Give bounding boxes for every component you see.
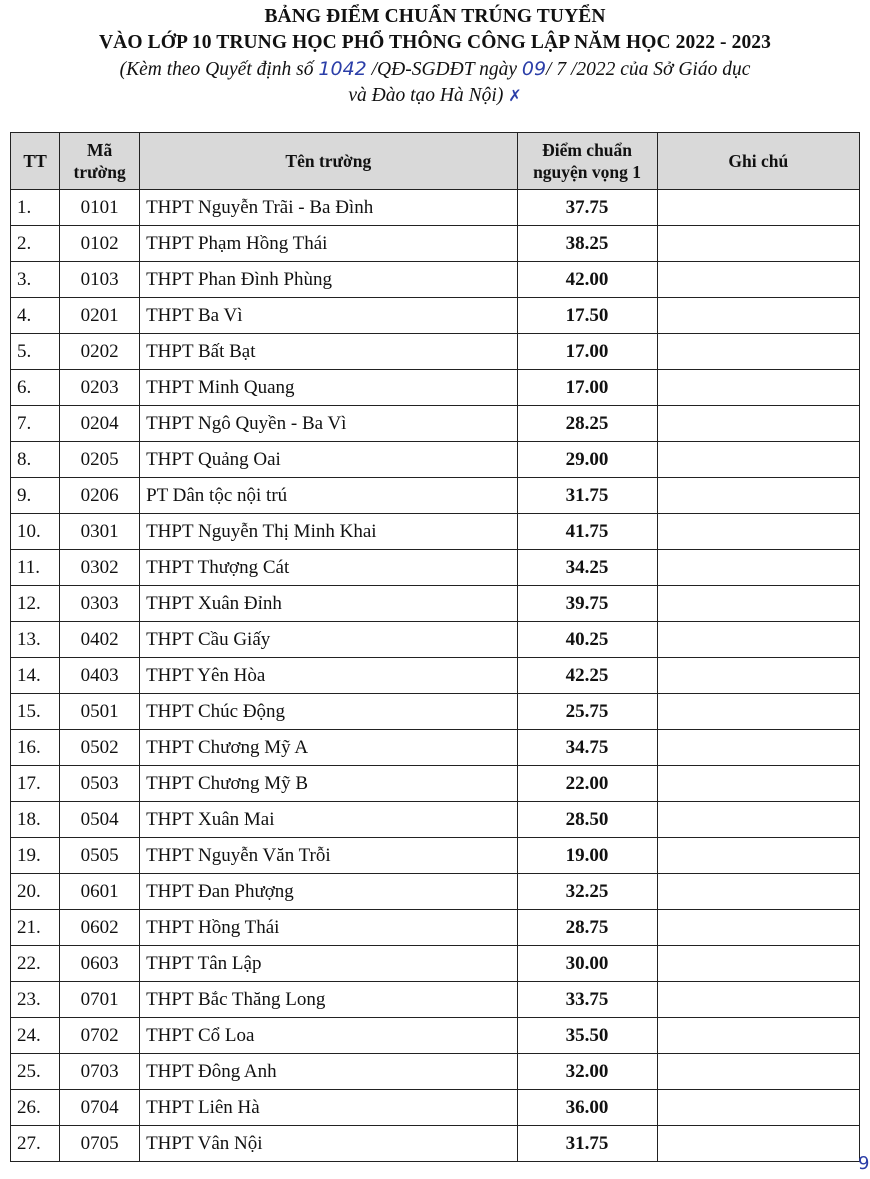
school-name: THPT Quảng Oai bbox=[140, 442, 517, 478]
school-code: 0602 bbox=[60, 910, 140, 946]
note-cell bbox=[657, 298, 859, 334]
note-cell bbox=[657, 802, 859, 838]
note-cell bbox=[657, 910, 859, 946]
score-value: 34.25 bbox=[517, 550, 657, 586]
school-name: THPT Thượng Cát bbox=[140, 550, 517, 586]
table-row bbox=[11, 334, 860, 370]
check-mark-icon: ✗ bbox=[508, 86, 522, 105]
school-name: THPT Xuân Mai bbox=[140, 802, 517, 838]
school-code: 0102 bbox=[60, 226, 140, 262]
table-row bbox=[11, 514, 860, 550]
handwritten-decision-number: 1042 bbox=[318, 58, 367, 80]
school-name: THPT Nguyễn Văn Trỗi bbox=[140, 838, 517, 874]
note-cell bbox=[657, 370, 859, 406]
row-number: 9. bbox=[11, 478, 60, 514]
row-number: 1. bbox=[11, 190, 60, 226]
score-value: 42.25 bbox=[517, 658, 657, 694]
score-value: 28.25 bbox=[517, 406, 657, 442]
admission-scores-table bbox=[10, 132, 860, 1162]
school-name: THPT Nguyễn Trãi - Ba Đình bbox=[140, 190, 517, 226]
row-number: 16. bbox=[11, 730, 60, 766]
school-name: THPT Vân Nội bbox=[140, 1126, 517, 1162]
school-name: THPT Đông Anh bbox=[140, 1054, 517, 1090]
table-row bbox=[11, 298, 860, 334]
note-cell bbox=[657, 1126, 859, 1162]
score-value: 32.00 bbox=[517, 1054, 657, 1090]
row-number: 10. bbox=[11, 514, 60, 550]
school-code: 0505 bbox=[60, 838, 140, 874]
table-row bbox=[11, 442, 860, 478]
school-code: 0201 bbox=[60, 298, 140, 334]
note-cell bbox=[657, 694, 859, 730]
school-name: THPT Cầu Giấy bbox=[140, 622, 517, 658]
row-number: 14. bbox=[11, 658, 60, 694]
row-number: 6. bbox=[11, 370, 60, 406]
table-row bbox=[11, 1090, 860, 1126]
note-mid-2: / 7 /2022 của Sở Giáo dục bbox=[546, 59, 751, 80]
school-name: THPT Phạm Hồng Thái bbox=[140, 226, 517, 262]
note-mid-1: /QĐ-SGDĐT ngày bbox=[371, 59, 517, 80]
score-value: 30.00 bbox=[517, 946, 657, 982]
school-name: THPT Đan Phượng bbox=[140, 874, 517, 910]
table-row bbox=[11, 1054, 860, 1090]
school-code: 0303 bbox=[60, 586, 140, 622]
school-name: THPT Ngô Quyền - Ba Vì bbox=[140, 406, 517, 442]
table-row bbox=[11, 622, 860, 658]
row-number: 17. bbox=[11, 766, 60, 802]
school-name: THPT Xuân Đỉnh bbox=[140, 586, 517, 622]
school-code: 0704 bbox=[60, 1090, 140, 1126]
school-name: THPT Yên Hòa bbox=[140, 658, 517, 694]
row-number: 8. bbox=[11, 442, 60, 478]
school-name: THPT Chương Mỹ A bbox=[140, 730, 517, 766]
row-number: 26. bbox=[11, 1090, 60, 1126]
header-school-name: Tên trường bbox=[140, 133, 517, 190]
table-row bbox=[11, 766, 860, 802]
row-number: 27. bbox=[11, 1126, 60, 1162]
school-name: THPT Nguyễn Thị Minh Khai bbox=[140, 514, 517, 550]
score-value: 17.50 bbox=[517, 298, 657, 334]
note-cell bbox=[657, 586, 859, 622]
school-name: THPT Bắc Thăng Long bbox=[140, 982, 517, 1018]
row-number: 5. bbox=[11, 334, 60, 370]
school-code: 0701 bbox=[60, 982, 140, 1018]
score-value: 40.25 bbox=[517, 622, 657, 658]
school-code: 0702 bbox=[60, 1018, 140, 1054]
note-cell bbox=[657, 334, 859, 370]
score-value: 25.75 bbox=[517, 694, 657, 730]
table-row bbox=[11, 550, 860, 586]
score-value: 31.75 bbox=[517, 1126, 657, 1162]
title-line-1: BẢNG ĐIỂM CHUẨN TRÚNG TUYỂN bbox=[264, 6, 606, 27]
school-name: THPT Phan Đình Phùng bbox=[140, 262, 517, 298]
school-code: 0302 bbox=[60, 550, 140, 586]
note-cell bbox=[657, 190, 859, 226]
table-row bbox=[11, 226, 860, 262]
row-number: 4. bbox=[11, 298, 60, 334]
header-score: Điểm chuẩn nguyện vọng 1 bbox=[517, 133, 657, 190]
score-value: 29.00 bbox=[517, 442, 657, 478]
note-cell bbox=[657, 766, 859, 802]
row-number: 15. bbox=[11, 694, 60, 730]
header-note: Ghi chú bbox=[657, 133, 859, 190]
row-number: 7. bbox=[11, 406, 60, 442]
school-code: 0206 bbox=[60, 478, 140, 514]
school-name: THPT Chúc Động bbox=[140, 694, 517, 730]
school-code: 0203 bbox=[60, 370, 140, 406]
table-row bbox=[11, 946, 860, 982]
score-value: 34.75 bbox=[517, 730, 657, 766]
row-number: 11. bbox=[11, 550, 60, 586]
note-cell bbox=[657, 838, 859, 874]
table-body bbox=[11, 190, 860, 1162]
school-code: 0301 bbox=[60, 514, 140, 550]
note-prefix: (Kèm theo Quyết định số bbox=[119, 59, 314, 80]
table-row bbox=[11, 586, 860, 622]
document-header bbox=[0, 4, 870, 109]
table-header-row bbox=[11, 133, 860, 190]
note-cell bbox=[657, 550, 859, 586]
note-cell bbox=[657, 1054, 859, 1090]
note-line-2: và Đào tạo Hà Nội) bbox=[348, 85, 504, 106]
school-code: 0103 bbox=[60, 262, 140, 298]
row-number: 25. bbox=[11, 1054, 60, 1090]
score-value: 28.75 bbox=[517, 910, 657, 946]
school-code: 0503 bbox=[60, 766, 140, 802]
school-name: PT Dân tộc nội trú bbox=[140, 478, 517, 514]
note-cell bbox=[657, 622, 859, 658]
header-school-code: Mã trường bbox=[60, 133, 140, 190]
row-number: 19. bbox=[11, 838, 60, 874]
decision-note-line-1 bbox=[0, 56, 870, 83]
row-number: 22. bbox=[11, 946, 60, 982]
table-row bbox=[11, 262, 860, 298]
row-number: 12. bbox=[11, 586, 60, 622]
school-code: 0705 bbox=[60, 1126, 140, 1162]
score-value: 31.75 bbox=[517, 478, 657, 514]
score-value: 17.00 bbox=[517, 334, 657, 370]
table-row bbox=[11, 802, 860, 838]
school-code: 0202 bbox=[60, 334, 140, 370]
note-cell bbox=[657, 730, 859, 766]
handwritten-day: 09 bbox=[521, 58, 547, 80]
note-cell bbox=[657, 982, 859, 1018]
school-name: THPT Hồng Thái bbox=[140, 910, 517, 946]
school-code: 0502 bbox=[60, 730, 140, 766]
table-row bbox=[11, 838, 860, 874]
note-cell bbox=[657, 658, 859, 694]
table-row bbox=[11, 370, 860, 406]
score-value: 32.25 bbox=[517, 874, 657, 910]
note-cell bbox=[657, 406, 859, 442]
note-cell bbox=[657, 478, 859, 514]
row-number: 3. bbox=[11, 262, 60, 298]
note-cell bbox=[657, 226, 859, 262]
school-code: 0601 bbox=[60, 874, 140, 910]
school-name: THPT Cổ Loa bbox=[140, 1018, 517, 1054]
table-row bbox=[11, 658, 860, 694]
score-value: 17.00 bbox=[517, 370, 657, 406]
row-number: 21. bbox=[11, 910, 60, 946]
score-value: 33.75 bbox=[517, 982, 657, 1018]
score-value: 41.75 bbox=[517, 514, 657, 550]
row-number: 24. bbox=[11, 1018, 60, 1054]
school-code: 0205 bbox=[60, 442, 140, 478]
decision-note-line-2 bbox=[0, 83, 870, 109]
row-number: 23. bbox=[11, 982, 60, 1018]
table-row bbox=[11, 478, 860, 514]
title-line-2: VÀO LỚP 10 TRUNG HỌC PHỔ THÔNG CÔNG LẬP NĂM HỌC 2022 - 2023 bbox=[99, 32, 771, 53]
school-code: 0501 bbox=[60, 694, 140, 730]
note-cell bbox=[657, 514, 859, 550]
table-row bbox=[11, 1126, 860, 1162]
school-name: THPT Liên Hà bbox=[140, 1090, 517, 1126]
school-name: THPT Ba Vì bbox=[140, 298, 517, 334]
school-name: THPT Chương Mỹ B bbox=[140, 766, 517, 802]
table-row bbox=[11, 406, 860, 442]
school-name: THPT Bất Bạt bbox=[140, 334, 517, 370]
note-cell bbox=[657, 442, 859, 478]
note-cell bbox=[657, 1090, 859, 1126]
row-number: 18. bbox=[11, 802, 60, 838]
table-row bbox=[11, 910, 860, 946]
score-value: 37.75 bbox=[517, 190, 657, 226]
score-value: 36.00 bbox=[517, 1090, 657, 1126]
school-code: 0703 bbox=[60, 1054, 140, 1090]
school-code: 0603 bbox=[60, 946, 140, 982]
score-value: 22.00 bbox=[517, 766, 657, 802]
score-value: 42.00 bbox=[517, 262, 657, 298]
school-code: 0402 bbox=[60, 622, 140, 658]
school-code: 0403 bbox=[60, 658, 140, 694]
header-tt: TT bbox=[11, 133, 60, 190]
table-row bbox=[11, 1018, 860, 1054]
score-value: 38.25 bbox=[517, 226, 657, 262]
table-row bbox=[11, 874, 860, 910]
table-row bbox=[11, 982, 860, 1018]
table-row bbox=[11, 190, 860, 226]
score-value: 39.75 bbox=[517, 586, 657, 622]
note-cell bbox=[657, 262, 859, 298]
note-cell bbox=[657, 874, 859, 910]
school-code: 0504 bbox=[60, 802, 140, 838]
score-value: 19.00 bbox=[517, 838, 657, 874]
row-number: 2. bbox=[11, 226, 60, 262]
row-number: 20. bbox=[11, 874, 60, 910]
note-cell bbox=[657, 946, 859, 982]
school-code: 0101 bbox=[60, 190, 140, 226]
note-cell bbox=[657, 1018, 859, 1054]
score-value: 35.50 bbox=[517, 1018, 657, 1054]
corner-handwritten-mark: 9 bbox=[858, 1153, 870, 1174]
school-name: THPT Minh Quang bbox=[140, 370, 517, 406]
row-number: 13. bbox=[11, 622, 60, 658]
table-row bbox=[11, 694, 860, 730]
school-name: THPT Tân Lập bbox=[140, 946, 517, 982]
score-value: 28.50 bbox=[517, 802, 657, 838]
school-code: 0204 bbox=[60, 406, 140, 442]
table-row bbox=[11, 730, 860, 766]
